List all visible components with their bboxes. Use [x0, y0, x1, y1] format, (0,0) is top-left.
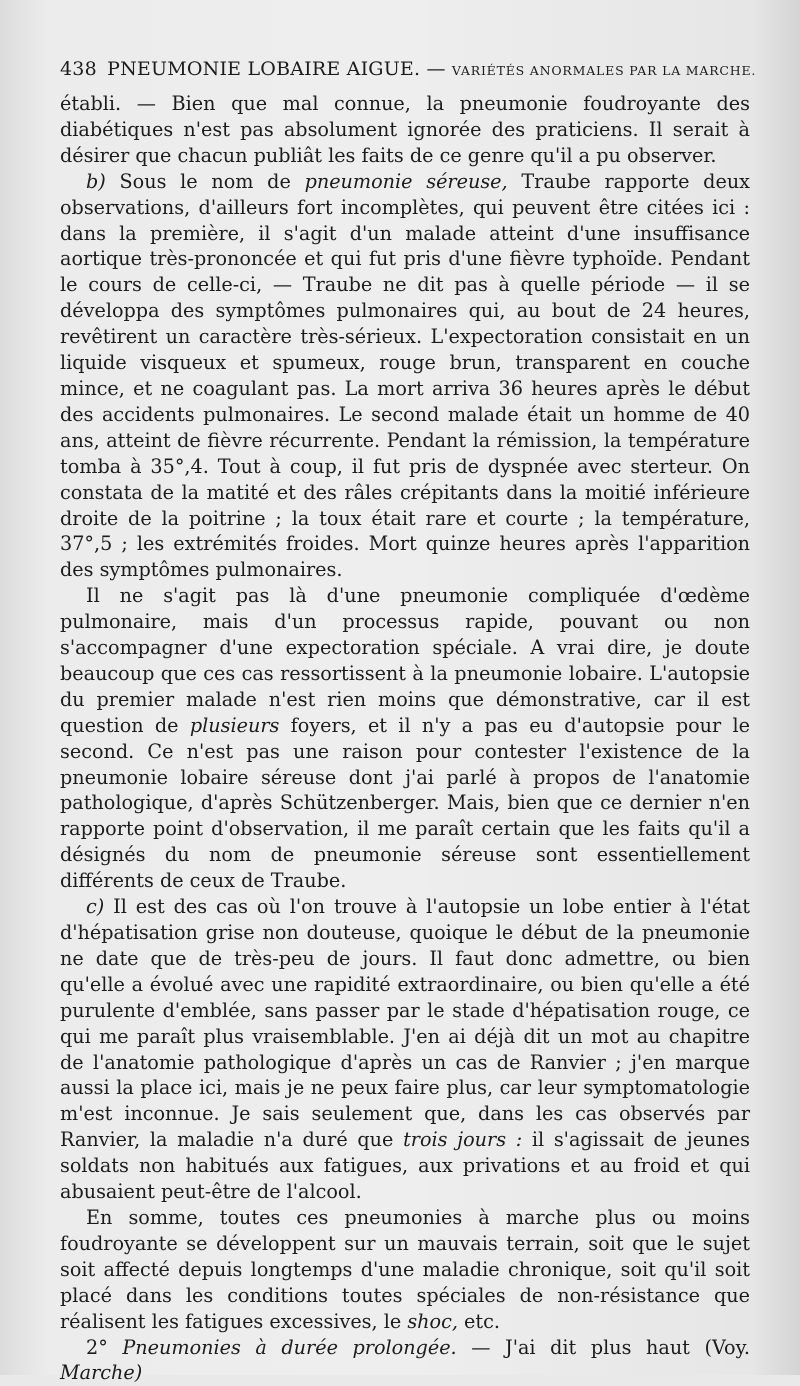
- section-label: c): [86, 895, 104, 918]
- section-label: 2°: [86, 1336, 108, 1359]
- section-heading: Pneumonies à durée prolongée.: [122, 1336, 456, 1359]
- paragraph-6: [60, 1335, 750, 1386]
- paragraph-text: foyers, et il n'y a pas eu d'autopsie pour le second. Ce n'est pas une raison pour contester l'existence de la pneumonie lobaire séreuse dont j'ai parlé à propos de l'anatomie pathologique, d'après Schützenberger. Mais, bien que ce dernier n'en rapporte point d'observation, il me paraît certain que les faits qu'il a désignés du nom de pneumonie séreuse sont essentiellement différents de ceux de Traube.: [60, 714, 750, 892]
- italic-term: trois jours :: [403, 1128, 522, 1151]
- italic-term: shoc,: [407, 1310, 458, 1333]
- paragraph-2: [60, 169, 750, 584]
- header-subtitle: VARIÉTÉS ANORMALES PAR LA MARCHE.: [452, 63, 756, 78]
- paragraph-5: [60, 1205, 750, 1335]
- paragraph-text: Il est des cas où l'on trouve à l'autopsie un lobe entier à l'état d'hépatisation grise non douteuse, quoique le début de la pneumonie ne date que de très-peu de jours. Il faut donc admettre, ou bien qu'elle a évolué avec une rapidité extraordinaire, ou bien qu'elle a été purulente d'emblée, sans passer par le stade d'hépatisation rouge, ce qui me paraît plus vraisemblable. J'en ai déjà dit un mot au chapitre de l'anatomie pathologique d'après un cas de Ranvier ; j'en marque aussi la place ici, mais je ne peux faire plus, car leur symptomatologie m'est inconnue. Je sais seulement que, dans les cas observés par Ranvier, la maladie n'a duré que: [60, 895, 750, 1151]
- paragraph-text: établi. — Bien que mal connue, la pneumonie foudroyante des diabétiques n'est pas absolument ignorée des praticiens. Il serait à désirer que chacun publiât les faits de ce genre qu'il a pu observer.: [60, 92, 750, 167]
- paragraph-text: il s'agissait de jeunes soldats non habitués aux fatigues, aux privations et au froid et qui abusaient peut-être de l'alcool.: [60, 1128, 750, 1203]
- italic-term: pneumonie séreuse,: [305, 170, 508, 193]
- paragraph-text: etc.: [464, 1310, 500, 1333]
- paragraph-text: En somme, toutes ces pneumonies à marche plus ou moins foudroyante se développent sur un mauvais terrain, soit que le sujet soit affecté depuis longtemps d'une maladie chronique, soit qu'il soit placé dans les conditions toutes spéciales de non-résistance que réalisent les fatigues excessives, le: [60, 1206, 750, 1333]
- header-dash: —: [426, 58, 445, 80]
- page-number: 438: [60, 58, 97, 80]
- italic-term: Marche): [60, 1361, 142, 1384]
- section-label: b): [86, 170, 106, 193]
- header-title: PNEUMONIE LOBAIRE AIGUE.: [107, 58, 420, 80]
- paragraph-text: Sous le nom de: [120, 170, 291, 193]
- paragraph-text: Traube rapporte deux observations, d'ailleurs fort incomplètes, qui peuvent être citées ici : dans la première, il s'agit d'un malade atteint d'une insuffisance aortique très-prononcée et qui fut pris d'une fièvre typhoïde. Pendant le cours de celle-ci, — Traube ne dit pas à quelle période — il se développa des symptômes pulmonaires qui, au bout de 24 heures, revêtirent un caractère très-sérieux. L'expectoration consistait en un liquide visqueux et spumeux, rouge brun, transparent en couche mince, et ne coagulant pas. La mort arriva 36 heures après le début des accidents pulmonaires. Le second malade était un homme de 40 ans, atteint de fièvre récurrente. Pendant la rémission, la température tomba à 35°,4. Tout à coup, il fut pris de dyspnée avec sterteur. On constata de la matité et des râles crépitants dans la moitié inférieure droite de la poitrine ; la toux était rare et courte ; la température, 37°,5 ; les extrémités froides. Mort quinze heures après l'apparition des symptômes pulmonaires.: [60, 170, 750, 582]
- paragraph-1: [60, 91, 750, 169]
- italic-term: plusieurs: [190, 714, 280, 737]
- paragraph-text: Il ne s'agit pas là d'une pneumonie compliquée d'œdème pulmonaire, mais d'un processus rapide, pouvant ou non s'accompagner d'une expectoration spéciale. A vrai dire, je doute beaucoup que ces cas ressortissent à la pneumonie lobaire. L'autopsie du premier malade n'est rien moins que démonstrative, car il est question de: [60, 584, 750, 737]
- body-text: [60, 91, 750, 1386]
- paragraph-3: [60, 583, 750, 894]
- paragraph-text: — J'ai dit plus haut (Voy.: [471, 1336, 750, 1359]
- running-header: [60, 58, 740, 80]
- paragraph-4: [60, 894, 750, 1205]
